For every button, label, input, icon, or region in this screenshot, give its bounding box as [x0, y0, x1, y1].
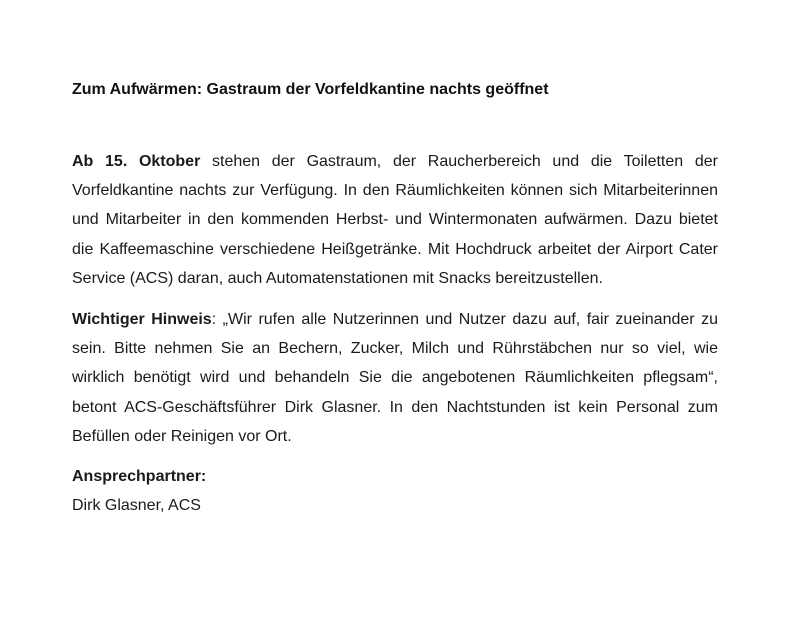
paragraph-notice	[72, 305, 718, 451]
paragraph-notice-lead: Wichtiger Hinweis	[72, 311, 212, 329]
contact-value: Dirk Glasner, ACS	[72, 497, 201, 515]
paragraph-notice-text: : „Wir rufen alle Nutzerinnen und Nutzer dazu auf, fair zueinander zu sein. Bitte nehmen Sie an Bechern, Zucker, Milch und Rührstäbchen nur so viel, wie wirklich benötigt wird und behandeln Sie die angebotenen Räumlichkeiten pflegsam“, betont ACS-Geschäftsführer Dirk Glasner. In den Nachtstunden ist kein Personal zum Befüllen oder Reinigen vor Ort.	[72, 311, 718, 445]
paragraph-announcement-text: stehen der Gastraum, der Raucherbereich und die Toiletten der Vorfeldkantine nachts zur Verfügung. In den Räumlichkeiten können sich Mitarbeiterinnen und Mitarbeiter in den kommenden Herbst- und Wintermonaten aufwärmen. Dazu bietet die Kaffeemaschine verschiedene Heißgetränke. Mit Hochdruck arbeitet der Airport Cater Service (ACS) daran, auch Automatenstationen mit Snacks bereitzustellen.	[72, 153, 718, 287]
paragraph-announcement-lead: Ab 15. Oktober	[72, 153, 201, 170]
contact-block	[72, 462, 718, 520]
contact-label: Ansprechpartner:	[72, 468, 207, 486]
paragraph-announcement	[72, 147, 718, 293]
document-page	[72, 78, 718, 520]
document-title: Zum Aufwärmen: Gastraum der Vorfeldkantine nachts geöffnet	[72, 81, 549, 98]
